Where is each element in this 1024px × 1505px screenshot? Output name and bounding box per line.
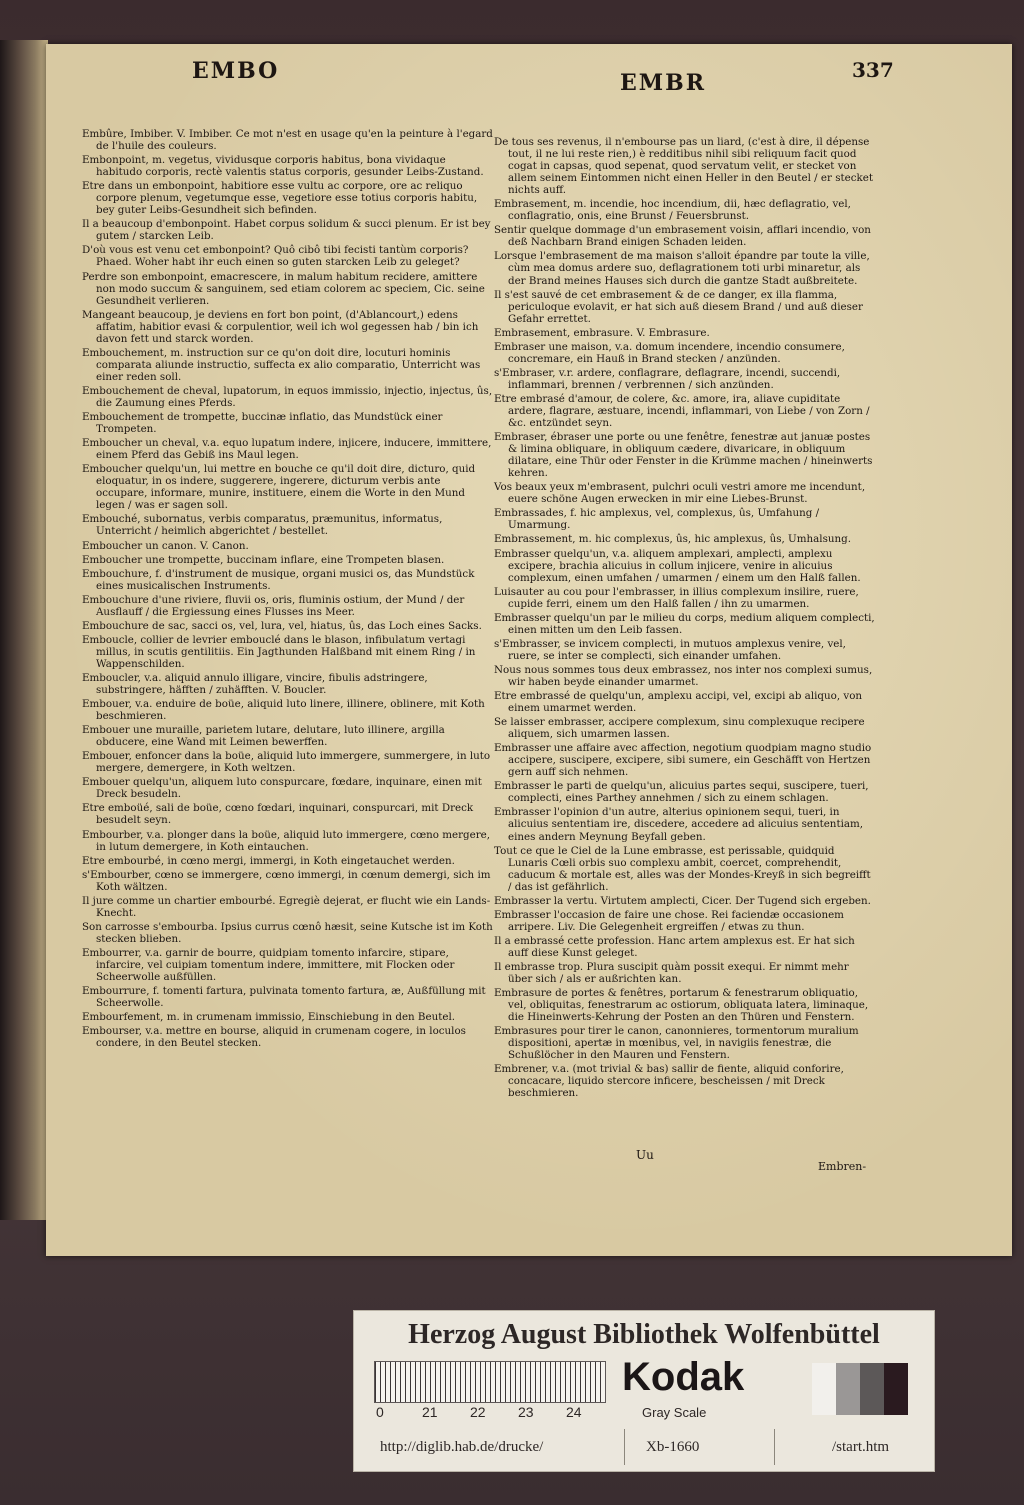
dictionary-entry: Embrasser l'occasion de faire une chose. Rei faciendæ occasionem arripere. Liv. Die Gelegenheit ergreiffen / etwas zu thun. (494, 908, 844, 933)
signature-mark: Uu (636, 1148, 654, 1162)
scale-number: 22 (470, 1404, 486, 1420)
dictionary-entry: Il jure comme un chartier embourbé. Egregiè dejerat, er flucht wie ein Lands-Knecht. (82, 894, 491, 919)
dictionary-entry: Embrasement, m. incendie, hoc incendium, dii, hæc deflagratio, vel, conflagratio, onis, eine Brunst / Feuersbrunst. (494, 198, 851, 223)
shelfmark: Xb-1660 (646, 1439, 700, 1455)
dictionary-entry: Embrasures pour tirer le canon, canonnieres, tormentorum muralium dispositioni, apertæ in mœnibus, vel, in navigiis fenestræ, die Schußlöcher in den Mauren und Fenstern. (494, 1025, 859, 1062)
dictionary-entry: Embrasser une affaire avec affection, negotium quodpiam magno studio accipere, suscipere, excipere, sibi sumere, ein Geschäfft von Hertzen gern auff sich nehmen. (494, 742, 872, 779)
dictionary-entry: Embourrer, v.a. garnir de bourre, quidpiam tomento infarcire, stipare, infarcire, vel cuipiam tomentum indere, immittere, mit Flocken oder Scheerwolle außfüllen. (82, 946, 455, 984)
dictionary-entry: Embouer, v.a. enduire de boüe, aliquid luto linere, illinere, oblinere, mit Koth beschmieren. (82, 698, 485, 723)
gray-scale-patches (812, 1363, 908, 1415)
library-url: http://diglib.hab.de/drucke/ (380, 1439, 544, 1455)
dictionary-entry: Embouchure de sac, sacci os, vel, lura, vel, hiatus, ûs, das Loch eines Sacks. (82, 619, 482, 632)
dictionary-entry: Son carrosse s'embourba. Ipsius currus cœnô hæsit, seine Kutsche ist im Koth stecken blieben. (82, 920, 493, 945)
dictionary-entry: Perdre son embonpoint, emacrescere, in malum habitum recidere, amittere non modo succum & sanguinem, sed etiam colorem ac speciem, Cic. seine Gesundheit verlieren. (82, 270, 485, 307)
dictionary-entry: Embourser, v.a. mettre en bourse, aliquid in crumenam cogere, in loculos condere, in den Beutel stecken. (82, 1025, 466, 1050)
dictionary-entry: D'où vous est venu cet embonpoint? Quô cibô tibi fecisti tantùm corporis? Phaed. Woher habt ihr euch einen so guten starcken Leib zu geleget? (82, 244, 469, 269)
card-divider (624, 1429, 625, 1465)
dictionary-entry: Embrassement, m. hic complexus, ûs, hic amplexus, ûs, Umhalsung. (494, 533, 851, 546)
gray-patch (812, 1363, 836, 1415)
scale-number: 21 (422, 1404, 438, 1420)
dictionary-entry: Embouchure, f. d'instrument de musique, organi musici os, das Mundstück eines musicalischen Instruments. (82, 567, 475, 592)
gray-patch (836, 1363, 860, 1415)
dictionary-entry: Emboucher une trompette, buccinam inflare, eine Trompeten blasen. (82, 553, 445, 566)
right-column (494, 136, 876, 1102)
dictionary-entry: Embourber, v.a. plonger dans la boüe, aliquid luto immergere, cœno mergere, in lutum demergere, in Koth eintauchen. (82, 828, 491, 853)
scale-number: 0 (376, 1404, 384, 1420)
dictionary-entry: Embrasser quelqu'un, v.a. aliquem amplexari, amplecti, amplexu excipere, brachia alicuius in collum injicere, venire in alicuius complexum, einen umfahen / umarmen / einem um den Halß fallen. (494, 547, 861, 584)
dictionary-entry: Embonpoint, m. vegetus, vividusque corporis habitus, bona vividaque habitudo corporis, rectè valentis status corporis, gesunder Leibs-Zustand. (82, 154, 484, 179)
dictionary-entry: Embrasser le parti de quelqu'un, alicuius partes sequi, suscipere, tueri, complecti, eines Parthey annehmen / sich zu einem schlagen. (494, 780, 869, 805)
dictionary-entry: Etre embourbé, in cœno mergi, immergi, in Koth eingetauchet werden. (82, 854, 455, 867)
dictionary-entry: Emboucher un canon. V. Canon. (82, 539, 249, 552)
dictionary-entry: Emboucher un cheval, v.a. equo lupatum indere, injicere, inducere, immittere, einem Pferd das Gebiß ins Maul legen. (82, 437, 492, 462)
dictionary-entry: Se laisser embrasser, accipere complexum, sinu complexuque recipere aliquem, sich umarmen lassen. (494, 716, 865, 741)
dictionary-entry: Embouer, enfoncer dans la boüe, aliquid luto immergere, summergere, in luto mergere, demergere, in Koth weltzen. (82, 750, 491, 775)
dictionary-entry: Embrasser la vertu. Virtutem amplecti, Cicer. Der Tugend sich ergeben. (494, 894, 871, 907)
dictionary-entry: Embourfement, m. in crumenam immissio, Einschiebung in den Beutel. (82, 1011, 456, 1024)
dictionary-entry: Embouer une muraille, parietem lutare, delutare, luto illinere, argilla obducere, eine Wand mit Leimen bewerffen. (82, 724, 445, 749)
dictionary-entry: Embraser, ébraser une porte ou une fenêtre, fenestræ aut januæ postes & limina obliquare, in obliquum cædere, divaricare, in obliquum dilatare, eine Thür oder Fenster in die Krümme machen / hineinwerts kehren. (494, 431, 873, 480)
dictionary-entry: Embourrure, f. tomenti fartura, pulvinata tomento fartura, æ, Außfüllung mit Scheerwolle. (82, 985, 486, 1010)
dictionary-entry: Embouchement de trompette, buccinæ inflatio, das Mundstück einer Trompeten. (82, 411, 443, 436)
library-name: Herzog August Bibliothek Wolfenbüttel (408, 1319, 880, 1350)
card-divider (774, 1429, 775, 1465)
dictionary-entry: Embouchure d'une riviere, fluvii os, oris, fluminis ostium, der Mund / der Ausflauff / die Ergiessung eines Flusses ins Meer. (82, 593, 465, 618)
dictionary-entry: s'Embrasser, se invicem complecti, in mutuos amplexus venire, vel, ruere, se inter se complecti, sich einander umfahen. (494, 637, 846, 662)
dictionary-entry: Etre dans un embonpoint, habitiore esse vultu ac corpore, ore ac reliquo corpore plenum, vegetumque esse, vegetiore esse totius corporis habitu, bey guter Leibs-Gesundheit sich befinden. (82, 180, 478, 217)
left-column (82, 128, 494, 1051)
dictionary-entry: Emboucle, collier de levrier embouclé dans le blason, infibulatum vertagi millus, in scutis gentilitiis. Ein Jagthunden Halßband mit einem Ring / in Wappenschilden. (82, 633, 476, 670)
dictionary-entry: Embrener, v.a. (mot trivial & bas) sallir de fiente, aliquid conforire, concacare, liquido stercore inficere, bescheissen / mit Dreck beschmieren. (494, 1063, 844, 1100)
dictionary-entry: Embraser une maison, v.a. domum incendere, incendio consumere, concremare, ein Hauß in Brand stecken / anzünden. (494, 340, 845, 365)
dictionary-entry: Etre embrassé de quelqu'un, amplexu accipi, vel, excipi ab aliquo, von einem umarmet werden. (494, 690, 863, 715)
gray-patch (884, 1363, 908, 1415)
dictionary-entry: Embrasser quelqu'un par le milieu du corps, medium aliquem complecti, einen mitten um den Leib fassen. (494, 611, 875, 636)
dictionary-entry: Emboucler, v.a. aliquid annulo illigare, vincire, fibulis adstringere, substringere, häfften / zuhäfften. V. Boucler. (82, 671, 428, 697)
dictionary-entry: Embrasement, embrasure. V. Embrasure. (494, 326, 710, 339)
kodak-logo: Kodak (622, 1355, 745, 1399)
dictionary-entry: Embouer quelqu'un, aliquem luto conspurcare, fœdare, inquinare, einen mit Dreck besudeln. (82, 776, 482, 801)
dictionary-entry: s'Embraser, v.r. ardere, conflagrare, deflagrare, incendi, succendi, inflammari, brennen / verbrennen / sich anzünden. (494, 366, 841, 391)
dictionary-entry: Embûre, Imbiber. V. Imbiber. Ce mot n'est en usage qu'en la peinture à l'egard de l'huile des couleurs. (82, 128, 493, 153)
dictionary-entry: Il a embrassé cette profession. Hanc artem amplexus est. Er hat sich auff diese Kunst geleget. (494, 934, 855, 959)
dictionary-entry: Etre emboüé, sali de boüe, cœno fœdari, inquinari, conspurcari, mit Dreck besudelt seyn. (82, 802, 474, 827)
scale-number: 24 (566, 1404, 582, 1420)
dictionary-entry: Vos beaux yeux m'embrasent, pulchri oculi vestri amore me incendunt, euere schöne Augen erwecken in mir eine Liebes-Brunst. (494, 481, 866, 506)
dictionary-entry: Nous nous sommes tous deux embrassez, nos inter nos complexi sumus, wir haben beyde einander umarmet. (494, 663, 873, 688)
dictionary-entry: Embouchement, m. instruction sur ce qu'on doit dire, locuturi hominis comparata aliunde instructio, suffecta ex alio comparatio, Unterricht was einer reden soll. (82, 346, 481, 383)
left-running-head: EMBO (192, 58, 280, 84)
gray-patch (860, 1363, 884, 1415)
binding-edge (0, 40, 48, 1220)
dictionary-entry: s'Embourber, cœno se immergere, cœno immergi, in cœnum demergi, sich im Koth wältzen. (82, 868, 491, 893)
dictionary-entry: Embrasser l'opinion d'un autre, alterius opinionem sequi, tueri, in alicuius sententiam ire, discedere, accedere ad alicuius sententiam, eines andern Meynung Beyfall geben. (494, 806, 864, 843)
dictionary-entry: Emboucher quelqu'un, lui mettre en bouche ce qu'il doit dire, dicturo, quid eloquatur, in os indere, suggerere, ingerere, dicturum verbis ante occupare, informare, munire, instituere, einem die Worte in den Mund legen / was er sagen soll. (82, 463, 476, 512)
dictionary-entry: Il embrasse trop. Plura suscipit quàm possit exequi. Er nimmt mehr über sich / als er außrichten kan. (494, 961, 849, 986)
catchword: Embren- (818, 1160, 867, 1173)
dictionary-entry: Etre embrasé d'amour, de colere, &c. amore, ira, aliave cupiditate ardere, flagrare, æstuare, incendi, inflammari, von Liebe / von Zorn / &c. entzündet seyn. (494, 392, 870, 430)
gray-scale-label: Gray Scale (642, 1405, 707, 1420)
dictionary-entry: Il a beaucoup d'embonpoint. Habet corpus solidum & succi plenum. Er ist bey gutem / starcken Leib. (82, 218, 491, 243)
start-page-link: /start.htm (832, 1439, 890, 1455)
dictionary-entry: Embouchement de cheval, lupatorum, in equos immissio, injectio, injectus, ûs, die Zaumung eines Pferds. (82, 384, 493, 409)
scale-number: 23 (518, 1404, 534, 1420)
ruler-scale (374, 1361, 606, 1403)
dictionary-entry: Embrasure de portes & fenêtres, portarum & fenestrarum obliquatio, vel, obliquitas, fenestrarum ac ostiorum, obliquata latera, liminaque, die Hineinwerts-Kehrung der Posten an den Thüren und Fenstern. (494, 987, 869, 1024)
dictionary-entry: Embouché, subornatus, verbis comparatus, præmunitus, informatus, Unterricht / heimlich abgerichtet / bestellet. (82, 513, 443, 538)
page-number: 337 (852, 58, 894, 82)
dictionary-entry: De tous ses revenus, il n'embourse pas un liard, (c'est à dire, il dépense tout, il ne lui reste rien,) è redditibus nihil sibi reliquum facit quod cogat in capsas, quod sepenat, quod servatum velit, er stecket von allem seinem Eintommen nicht einen Heller in den Beutel / er stecket nichts auff. (494, 136, 873, 197)
dictionary-entry: Mangeant beaucoup, je deviens en fort bon point, (d'Ablancourt,) edens affatim, habitior evasi & corpulentior, weil ich wol gegessen hab / bin ich davon fett und starck worden. (82, 308, 479, 345)
dictionary-entry: Lorsque l'embrasement de ma maison s'alloit épandre par toute la ville, cùm mea domus ardere suo, deflagrationem toti urbi minaretur, als der Brand meines Hauses sich durch die gantze Stadt außbreitete. (494, 250, 870, 287)
dictionary-entry: Tout ce que le Ciel de la Lune embrasse, est perissable, quidquid Lunaris Cœli orbis suo complexu ambit, coercet, comprehendit, caducum & mortale est, alles was der Mondes-Kreyß in sich begreifft / das ist gefährlich. (494, 844, 871, 893)
right-running-head: EMBR (620, 70, 706, 96)
dictionary-entry: Il s'est sauvé de cet embrasement & de ce danger, ex illa flamma, periculoque evolavit, er hat sich auß diesem Brand / und auß dieser Gefahr errettet. (494, 288, 863, 325)
dictionary-entry: Sentir quelque dommage d'un embrasement voisin, afflari incendio, von deß Nachbarn Brand einigen Schaden leiden. (494, 224, 871, 249)
library-color-card (353, 1310, 935, 1472)
dictionary-entry: Embrassades, f. hic amplexus, vel, complexus, ûs, Umfahung / Umarmung. (494, 507, 820, 532)
dictionary-entry: Luisauter au cou pour l'embrasser, in illius complexum insilire, ruere, cupide ferri, einem um den Halß fallen / ihn zu umarmen. (494, 585, 859, 610)
